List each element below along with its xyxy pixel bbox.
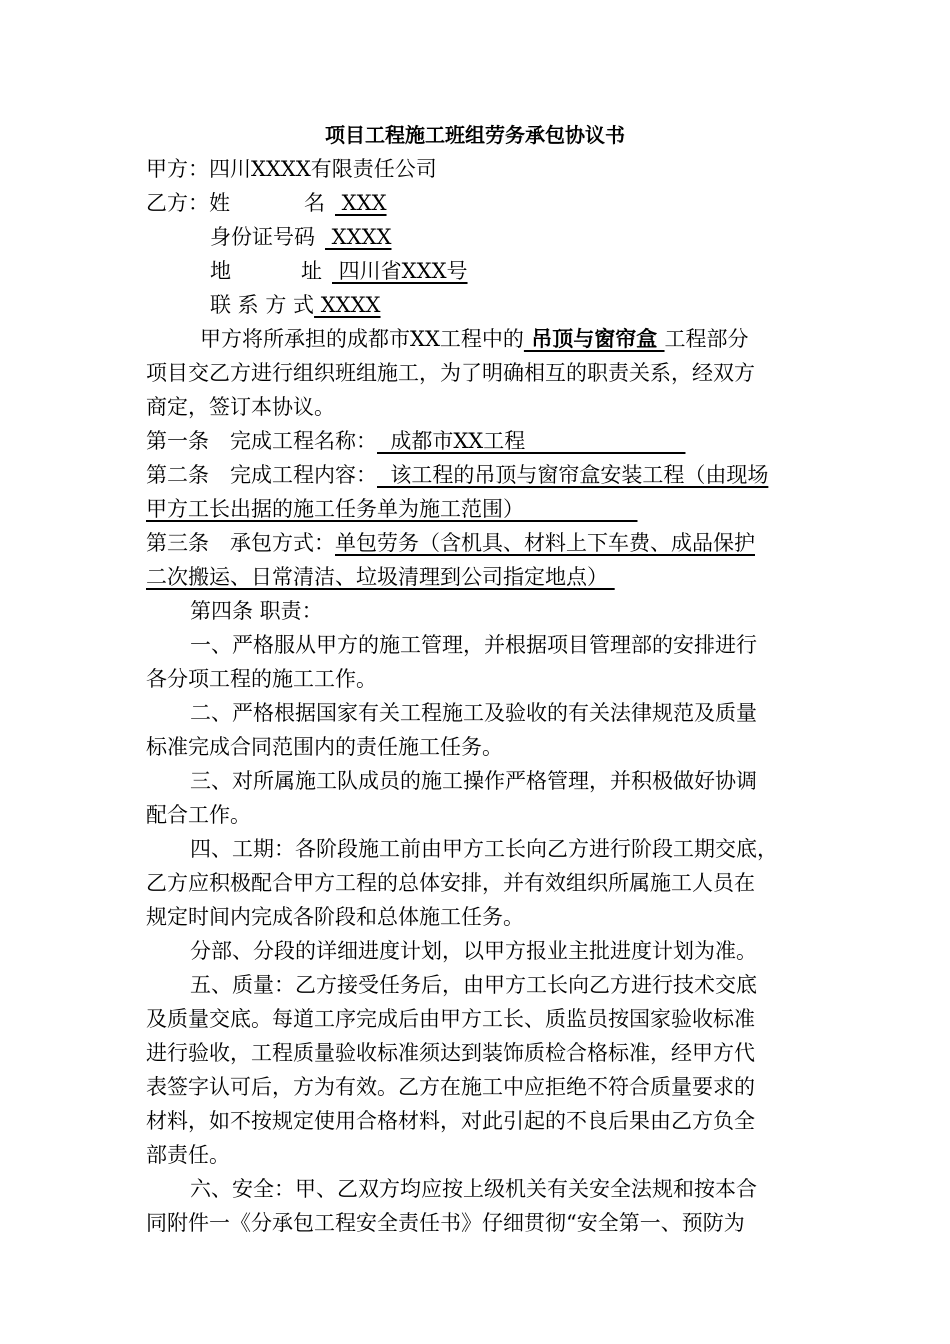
article-3-value-2: 二次搬运、日常清洁、垃圾清理到公司指定地点） [146,565,615,589]
intro-line-3: 商定，签订本协议。 [146,395,335,419]
article-1-value: 成都市XX工程 [377,429,686,453]
article-3-value-1: 单包劳务（含机具、材料上下车费、成品保护 [335,531,755,555]
party-b-lead: 乙方： [146,191,209,215]
duty-3-line-2: 配合工作。 [146,803,251,827]
duty-5-line-3: 进行验收，工程质量验收标准须达到装饰质检合格标准，经甲方代 [146,1041,755,1065]
duty-4-line-1: 四、工期：各阶段施工前由甲方工长向乙方进行阶段工期交底， [190,837,778,861]
article-2-value-2: 甲方工长出据的施工任务单为施工范围） [146,497,638,521]
schedule-note: 分部、分段的详细进度计划，以甲方报业主批进度计划为准。 [190,939,757,963]
address-value: 四川省XXX号 [332,259,468,283]
party-b-id-line [210,220,880,254]
article-1 [146,424,816,458]
duty-6-line-1: 六、安全：甲、乙双方均应按上级机关有关安全法规和按本合 [190,1177,757,1201]
intro-line-1 [200,322,870,356]
contact-label: 联 系 方 式 [210,293,315,317]
article-2-value-1: 该工程的吊顶与窗帘盒安装工程（由现场 [377,463,769,487]
party-a-line: 甲方：四川XXXX有限责任公司 [146,157,437,181]
duty-2-line-1: 二、严格根据国家有关工程施工及验收的有关法律规范及质量 [190,701,757,725]
address-label-1: 地 [210,259,231,283]
intro-line-2: 项目交乙方进行组织班组施工，为了明确相互的职责关系，经双方 [146,361,755,385]
duty-4-line-2: 乙方应积极配合甲方工程的总体安排，并有效组织所属施工人员在 [146,871,755,895]
article-3-line-1 [146,526,816,560]
duty-5-line-1: 五、质量：乙方接受任务后，由甲方工长向乙方进行技术交底 [190,973,757,997]
article-3-line-2 [146,560,816,594]
intro-text-a: 甲方将所承担的成都市XX工程中的 [200,327,524,351]
duty-2-line-2: 标准完成合同范围内的责任施工任务。 [146,735,503,759]
address-label-2: 址 [301,259,322,283]
duty-5-line-4: 表签字认可后，方为有效。乙方在施工中应拒绝不符合质量要求的 [146,1075,755,1099]
article-2-line-1 [146,458,816,492]
duty-5-line-2: 及质量交底。每道工序完成后由甲方工长、质监员按国家验收标准 [146,1007,755,1031]
intro-highlight: 吊顶与窗帘盒 [523,327,665,351]
duty-1-line-1: 一、严格服从甲方的施工管理，并根据项目管理部的安排进行 [190,633,757,657]
article-1-label: 第一条 完成工程名称： [146,429,377,453]
id-value: XXXX [325,225,392,249]
duty-4-line-3: 规定时间内完成各阶段和总体施工任务。 [146,905,524,929]
party-b-address-line [210,254,880,288]
duty-5-line-5: 材料，如不按规定使用合格材料，对此引起的不良后果由乙方负全 [146,1109,755,1133]
name-label-1: 姓 [209,191,230,215]
party-b-name-line [146,186,816,220]
article-3-label: 第三条 承包方式： [146,531,335,555]
article-2-label: 第二条 完成工程内容： [146,463,377,487]
contact-value: XXXX [314,293,381,317]
name-label-2: 名 [304,191,325,215]
article-4-heading: 第四条 职责： [190,599,323,623]
name-value: XXX [335,191,387,215]
duty-6-line-2: 同附件一《分承包工程安全责任书》仔细贯彻“安全第一、预防为 [146,1211,745,1235]
duty-1-line-2: 各分项工程的施工工作。 [146,667,377,691]
party-b-contact-line [210,288,880,322]
duty-3-line-1: 三、对所属施工队成员的施工操作严格管理，并积极做好协调 [190,769,757,793]
id-label: 身份证号码 [210,225,315,249]
duty-5-line-6: 部责任。 [146,1143,230,1167]
document-title: 项目工程施工班组劳务承包协议书 [325,123,625,147]
intro-text-c: 工程部分 [664,327,749,351]
article-2-line-2 [146,492,816,526]
